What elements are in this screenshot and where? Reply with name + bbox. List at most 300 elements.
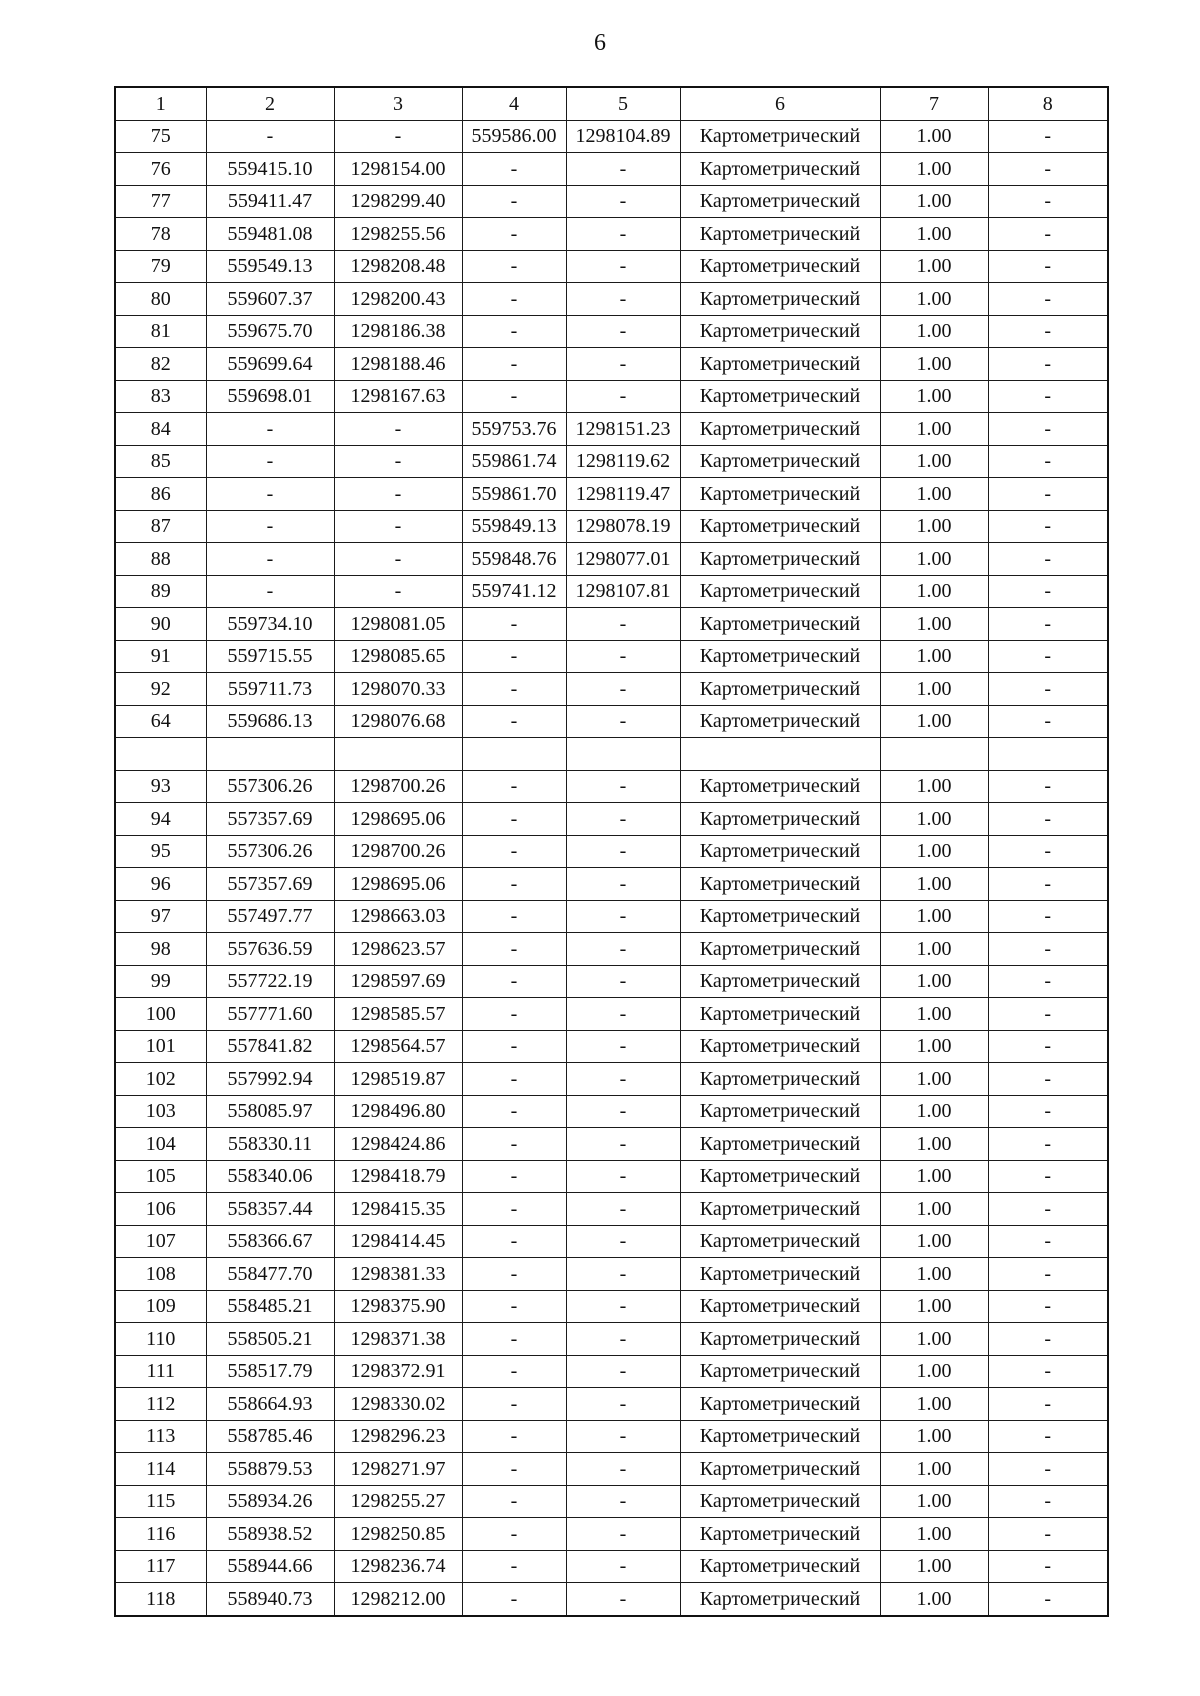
- table-row: [115, 1128, 1108, 1161]
- table-cell: 101: [115, 1030, 206, 1063]
- table-cell: 1.00: [880, 803, 988, 836]
- table-cell: 558664.93: [206, 1388, 334, 1421]
- table-cell: Картометрический: [680, 153, 880, 186]
- table-row: [115, 1095, 1108, 1128]
- table-cell: -: [566, 640, 680, 673]
- table-cell: -: [334, 445, 462, 478]
- table-cell: -: [462, 1193, 566, 1226]
- table-cell: 558085.97: [206, 1095, 334, 1128]
- table-cell: 107: [115, 1225, 206, 1258]
- table-cell: -: [988, 543, 1108, 576]
- table-cell: Картометрический: [680, 803, 880, 836]
- table-cell: -: [566, 1485, 680, 1518]
- table-cell: 1298188.46: [334, 348, 462, 381]
- table-cell: 1298371.38: [334, 1323, 462, 1356]
- table-cell: -: [988, 1355, 1108, 1388]
- table-cell: 1.00: [880, 868, 988, 901]
- table-cell: -: [988, 185, 1108, 218]
- table-cell: 559848.76: [462, 543, 566, 576]
- table-cell: -: [566, 965, 680, 998]
- table-cell: 1298564.57: [334, 1030, 462, 1063]
- table-cell: Картометрический: [680, 575, 880, 608]
- table-cell: [880, 738, 988, 771]
- table-cell: -: [462, 1323, 566, 1356]
- table-cell: -: [988, 1290, 1108, 1323]
- table-cell: 94: [115, 803, 206, 836]
- table-cell: -: [566, 315, 680, 348]
- table-cell: 1298081.05: [334, 608, 462, 641]
- table-cell: 1.00: [880, 250, 988, 283]
- table-cell: -: [462, 1355, 566, 1388]
- table-cell: -: [566, 770, 680, 803]
- table-cell: 1.00: [880, 218, 988, 251]
- table-cell: -: [566, 1030, 680, 1063]
- table-cell: -: [988, 1030, 1108, 1063]
- table-cell: 557497.77: [206, 900, 334, 933]
- table-cell: Картометрический: [680, 705, 880, 738]
- column-header-8: 8: [988, 87, 1108, 120]
- table-row: [115, 1485, 1108, 1518]
- table-cell: 1298208.48: [334, 250, 462, 283]
- table-cell: -: [566, 1323, 680, 1356]
- table-cell: -: [988, 803, 1108, 836]
- table-cell: Картометрический: [680, 933, 880, 966]
- table-cell: -: [988, 120, 1108, 153]
- table-cell: Картометрический: [680, 1388, 880, 1421]
- table-row: [115, 283, 1108, 316]
- table-cell: 1298167.63: [334, 380, 462, 413]
- table-cell: 115: [115, 1485, 206, 1518]
- table-cell: -: [334, 543, 462, 576]
- table-cell: [680, 738, 880, 771]
- table-cell: 559741.12: [462, 575, 566, 608]
- table-row: [115, 1063, 1108, 1096]
- table-row: [115, 803, 1108, 836]
- column-header-3: 3: [334, 87, 462, 120]
- table-cell: 1.00: [880, 315, 988, 348]
- table-cell: 90: [115, 608, 206, 641]
- table-cell: 1298424.86: [334, 1128, 462, 1161]
- table-cell: -: [988, 1388, 1108, 1421]
- table-cell: 105: [115, 1160, 206, 1193]
- table-cell: 1.00: [880, 900, 988, 933]
- table-cell: 558944.66: [206, 1550, 334, 1583]
- table-cell: [115, 738, 206, 771]
- table-cell: -: [566, 1290, 680, 1323]
- table-cell: -: [988, 1453, 1108, 1486]
- table-cell: -: [566, 1388, 680, 1421]
- table-cell: 81: [115, 315, 206, 348]
- table-row: [115, 673, 1108, 706]
- table-row: [115, 1453, 1108, 1486]
- table-cell: -: [462, 1160, 566, 1193]
- table-cell: Картометрический: [680, 770, 880, 803]
- table-row: [115, 185, 1108, 218]
- table-cell: -: [988, 640, 1108, 673]
- table-cell: -: [988, 965, 1108, 998]
- table-header: [115, 87, 1108, 120]
- table-cell: -: [462, 1518, 566, 1551]
- table-row: [115, 1258, 1108, 1291]
- table-cell: Картометрический: [680, 835, 880, 868]
- table-cell: -: [566, 1063, 680, 1096]
- table-cell: 75: [115, 120, 206, 153]
- table-cell: 1298700.26: [334, 770, 462, 803]
- table-cell: Картометрический: [680, 1550, 880, 1583]
- table-cell: -: [462, 348, 566, 381]
- table-row: [115, 640, 1108, 673]
- table-row: [115, 1323, 1108, 1356]
- table-cell: -: [462, 1258, 566, 1291]
- table-cell: -: [566, 803, 680, 836]
- table-row: [115, 153, 1108, 186]
- table-cell: 87: [115, 510, 206, 543]
- table-cell: 1.00: [880, 348, 988, 381]
- table-cell: -: [566, 380, 680, 413]
- table-row: [115, 770, 1108, 803]
- table-cell: 1298119.62: [566, 445, 680, 478]
- table-cell: [988, 738, 1108, 771]
- table-cell: -: [988, 998, 1108, 1031]
- table-cell: -: [206, 543, 334, 576]
- table-cell: 1.00: [880, 478, 988, 511]
- table-cell: Картометрический: [680, 1420, 880, 1453]
- table-cell: 109: [115, 1290, 206, 1323]
- table-cell: 558477.70: [206, 1258, 334, 1291]
- table-cell: Картометрический: [680, 965, 880, 998]
- table-cell: 1.00: [880, 575, 988, 608]
- table-cell: 64: [115, 705, 206, 738]
- table-cell: 1298104.89: [566, 120, 680, 153]
- table-cell: -: [988, 575, 1108, 608]
- table-cell: -: [988, 380, 1108, 413]
- table-cell: 98: [115, 933, 206, 966]
- table-cell: 1298372.91: [334, 1355, 462, 1388]
- header-row: [115, 87, 1108, 120]
- table-cell: 559675.70: [206, 315, 334, 348]
- table-cell: 1298496.80: [334, 1095, 462, 1128]
- table-cell: -: [462, 608, 566, 641]
- table-cell: 559699.64: [206, 348, 334, 381]
- table-row: [115, 1420, 1108, 1453]
- table-row: [115, 413, 1108, 446]
- table-cell: -: [334, 120, 462, 153]
- table-cell: 559686.13: [206, 705, 334, 738]
- table-cell: 559711.73: [206, 673, 334, 706]
- table-cell: Картометрический: [680, 1453, 880, 1486]
- table-row: [115, 1583, 1108, 1616]
- table-cell: 92: [115, 673, 206, 706]
- table-cell: -: [988, 1550, 1108, 1583]
- table-cell: -: [566, 933, 680, 966]
- table-row: [115, 900, 1108, 933]
- table-cell: Картометрический: [680, 250, 880, 283]
- table-cell: -: [462, 1388, 566, 1421]
- table-cell: 1298200.43: [334, 283, 462, 316]
- table-cell: -: [566, 1583, 680, 1616]
- table-cell: 1.00: [880, 1030, 988, 1063]
- table-cell: 111: [115, 1355, 206, 1388]
- table-cell: -: [462, 770, 566, 803]
- table-cell: -: [462, 900, 566, 933]
- table-row: [115, 1355, 1108, 1388]
- table-cell: 108: [115, 1258, 206, 1291]
- table-cell: 1.00: [880, 1095, 988, 1128]
- table-cell: -: [462, 803, 566, 836]
- table-cell: 85: [115, 445, 206, 478]
- table-row: [115, 1160, 1108, 1193]
- table-cell: 77: [115, 185, 206, 218]
- table-cell: 1298418.79: [334, 1160, 462, 1193]
- table-cell: -: [462, 1550, 566, 1583]
- table-cell: 82: [115, 348, 206, 381]
- table-cell: 558940.73: [206, 1583, 334, 1616]
- table-row: [115, 120, 1108, 153]
- table-cell: Картометрический: [680, 1258, 880, 1291]
- table-cell: 78: [115, 218, 206, 251]
- table-cell: 1.00: [880, 1128, 988, 1161]
- table-cell: -: [566, 900, 680, 933]
- table-cell: 1.00: [880, 1485, 988, 1518]
- table-cell: -: [462, 1063, 566, 1096]
- table-cell: 83: [115, 380, 206, 413]
- table-cell: -: [566, 835, 680, 868]
- table-cell: -: [462, 250, 566, 283]
- table-cell: -: [988, 933, 1108, 966]
- table-cell: -: [462, 868, 566, 901]
- table-cell: -: [462, 315, 566, 348]
- table-cell: -: [462, 1290, 566, 1323]
- table-cell: -: [566, 185, 680, 218]
- table-row: [115, 738, 1108, 771]
- table-cell: -: [988, 315, 1108, 348]
- table-cell: 1298212.00: [334, 1583, 462, 1616]
- table-cell: 1.00: [880, 608, 988, 641]
- table-cell: 103: [115, 1095, 206, 1128]
- table-cell: 1298271.97: [334, 1453, 462, 1486]
- table-cell: 558785.46: [206, 1420, 334, 1453]
- table-cell: -: [988, 608, 1108, 641]
- table-cell: 1.00: [880, 1063, 988, 1096]
- table-cell: 1.00: [880, 1420, 988, 1453]
- table-cell: -: [462, 998, 566, 1031]
- table-cell: -: [988, 1518, 1108, 1551]
- table-cell: Картометрический: [680, 1518, 880, 1551]
- table-cell: 559586.00: [462, 120, 566, 153]
- table-cell: -: [988, 868, 1108, 901]
- table-cell: -: [988, 1485, 1108, 1518]
- table-cell: Картометрический: [680, 868, 880, 901]
- table-cell: -: [462, 1485, 566, 1518]
- column-header-2: 2: [206, 87, 334, 120]
- table-cell: 559734.10: [206, 608, 334, 641]
- table-cell: 1298151.23: [566, 413, 680, 446]
- table-cell: 1.00: [880, 1550, 988, 1583]
- table-row: [115, 1193, 1108, 1226]
- table-cell: 1.00: [880, 933, 988, 966]
- table-cell: -: [334, 510, 462, 543]
- table-cell: 1.00: [880, 770, 988, 803]
- table-cell: -: [206, 478, 334, 511]
- table-cell: 1.00: [880, 510, 988, 543]
- table-cell: 102: [115, 1063, 206, 1096]
- table-cell: -: [988, 1258, 1108, 1291]
- table-cell: 559549.13: [206, 250, 334, 283]
- table-row: [115, 965, 1108, 998]
- table-cell: 114: [115, 1453, 206, 1486]
- table-cell: -: [988, 445, 1108, 478]
- table-cell: Картометрический: [680, 900, 880, 933]
- table-cell: 100: [115, 998, 206, 1031]
- table-cell: -: [462, 380, 566, 413]
- table-cell: Картометрический: [680, 218, 880, 251]
- table-cell: -: [988, 1193, 1108, 1226]
- table-row: [115, 315, 1108, 348]
- table-cell: 558340.06: [206, 1160, 334, 1193]
- table-cell: Картометрический: [680, 998, 880, 1031]
- table-cell: 557306.26: [206, 835, 334, 868]
- table-cell: Картометрический: [680, 543, 880, 576]
- table-cell: Картометрический: [680, 640, 880, 673]
- table-cell: -: [566, 1095, 680, 1128]
- table-cell: 1.00: [880, 543, 988, 576]
- table-cell: 118: [115, 1583, 206, 1616]
- table-cell: -: [566, 673, 680, 706]
- table-cell: 1298255.56: [334, 218, 462, 251]
- table-cell: -: [988, 770, 1108, 803]
- table-cell: -: [988, 1063, 1108, 1096]
- table-cell: Картометрический: [680, 1160, 880, 1193]
- table-cell: -: [988, 283, 1108, 316]
- table-cell: Картометрический: [680, 1063, 880, 1096]
- table-cell: -: [462, 1453, 566, 1486]
- table-cell: 1.00: [880, 673, 988, 706]
- table-cell: 1.00: [880, 1453, 988, 1486]
- table-row: [115, 1290, 1108, 1323]
- column-header-6: 6: [680, 87, 880, 120]
- table-cell: 1.00: [880, 1193, 988, 1226]
- column-header-7: 7: [880, 87, 988, 120]
- table-cell: -: [566, 283, 680, 316]
- table-cell: 1.00: [880, 998, 988, 1031]
- table-cell: 93: [115, 770, 206, 803]
- table-cell: Картометрический: [680, 283, 880, 316]
- table-cell: 112: [115, 1388, 206, 1421]
- table-cell: -: [566, 608, 680, 641]
- table-cell: Картометрический: [680, 445, 880, 478]
- table-cell: 104: [115, 1128, 206, 1161]
- table-cell: -: [566, 250, 680, 283]
- table-cell: Картометрический: [680, 673, 880, 706]
- table-cell: 558517.79: [206, 1355, 334, 1388]
- table-cell: 1298078.19: [566, 510, 680, 543]
- table-cell: Картометрический: [680, 1290, 880, 1323]
- table-cell: Картометрический: [680, 348, 880, 381]
- table-cell: 79: [115, 250, 206, 283]
- table-cell: 113: [115, 1420, 206, 1453]
- table-row: [115, 218, 1108, 251]
- table-cell: 1.00: [880, 445, 988, 478]
- table-cell: 116: [115, 1518, 206, 1551]
- table-cell: -: [566, 218, 680, 251]
- table-cell: Картометрический: [680, 1095, 880, 1128]
- table-cell: 95: [115, 835, 206, 868]
- table-cell: -: [988, 1128, 1108, 1161]
- table-cell: 1.00: [880, 965, 988, 998]
- table-cell: 557992.94: [206, 1063, 334, 1096]
- table-row: [115, 933, 1108, 966]
- table-cell: -: [462, 1128, 566, 1161]
- table-cell: 557771.60: [206, 998, 334, 1031]
- table-cell: 1.00: [880, 185, 988, 218]
- table-cell: 557636.59: [206, 933, 334, 966]
- table-cell: Картометрический: [680, 1323, 880, 1356]
- table-cell: -: [462, 1225, 566, 1258]
- table-row: [115, 510, 1108, 543]
- table-cell: 1298236.74: [334, 1550, 462, 1583]
- table-row: [115, 868, 1108, 901]
- table-cell: 1.00: [880, 835, 988, 868]
- table-cell: 558366.67: [206, 1225, 334, 1258]
- table-cell: -: [566, 153, 680, 186]
- table-cell: Картометрический: [680, 478, 880, 511]
- table-cell: -: [462, 673, 566, 706]
- table-cell: -: [566, 1128, 680, 1161]
- table-cell: -: [334, 575, 462, 608]
- table-cell: 558330.11: [206, 1128, 334, 1161]
- table-row: [115, 1030, 1108, 1063]
- table-cell: 558485.21: [206, 1290, 334, 1323]
- table-cell: 89: [115, 575, 206, 608]
- table-cell: 1.00: [880, 1225, 988, 1258]
- table-cell: 558505.21: [206, 1323, 334, 1356]
- table-cell: Картометрический: [680, 1485, 880, 1518]
- table-cell: 1298700.26: [334, 835, 462, 868]
- table-row: [115, 250, 1108, 283]
- table-cell: -: [988, 1095, 1108, 1128]
- table-body: [115, 120, 1108, 1616]
- table-cell: 1298076.68: [334, 705, 462, 738]
- table-cell: 97: [115, 900, 206, 933]
- table-cell: -: [988, 1225, 1108, 1258]
- table-cell: 559849.13: [462, 510, 566, 543]
- table-cell: 86: [115, 478, 206, 511]
- table-cell: 1298695.06: [334, 803, 462, 836]
- table-cell: Картометрический: [680, 1355, 880, 1388]
- table-row: [115, 1518, 1108, 1551]
- table-cell: -: [566, 1258, 680, 1291]
- table-cell: -: [206, 575, 334, 608]
- table-cell: -: [462, 218, 566, 251]
- table-cell: -: [566, 705, 680, 738]
- table-cell: 1.00: [880, 283, 988, 316]
- table-cell: 91: [115, 640, 206, 673]
- table-cell: 559698.01: [206, 380, 334, 413]
- table-cell: -: [566, 1225, 680, 1258]
- table-cell: 1298695.06: [334, 868, 462, 901]
- table-cell: -: [988, 413, 1108, 446]
- table-cell: 1.00: [880, 153, 988, 186]
- table-cell: Картометрический: [680, 380, 880, 413]
- table-cell: Картометрический: [680, 120, 880, 153]
- table-cell: Картометрический: [680, 1193, 880, 1226]
- table-cell: [566, 738, 680, 771]
- table-cell: -: [462, 640, 566, 673]
- table-cell: -: [988, 900, 1108, 933]
- table-cell: 1.00: [880, 413, 988, 446]
- table-cell: 1.00: [880, 1583, 988, 1616]
- table-cell: 558357.44: [206, 1193, 334, 1226]
